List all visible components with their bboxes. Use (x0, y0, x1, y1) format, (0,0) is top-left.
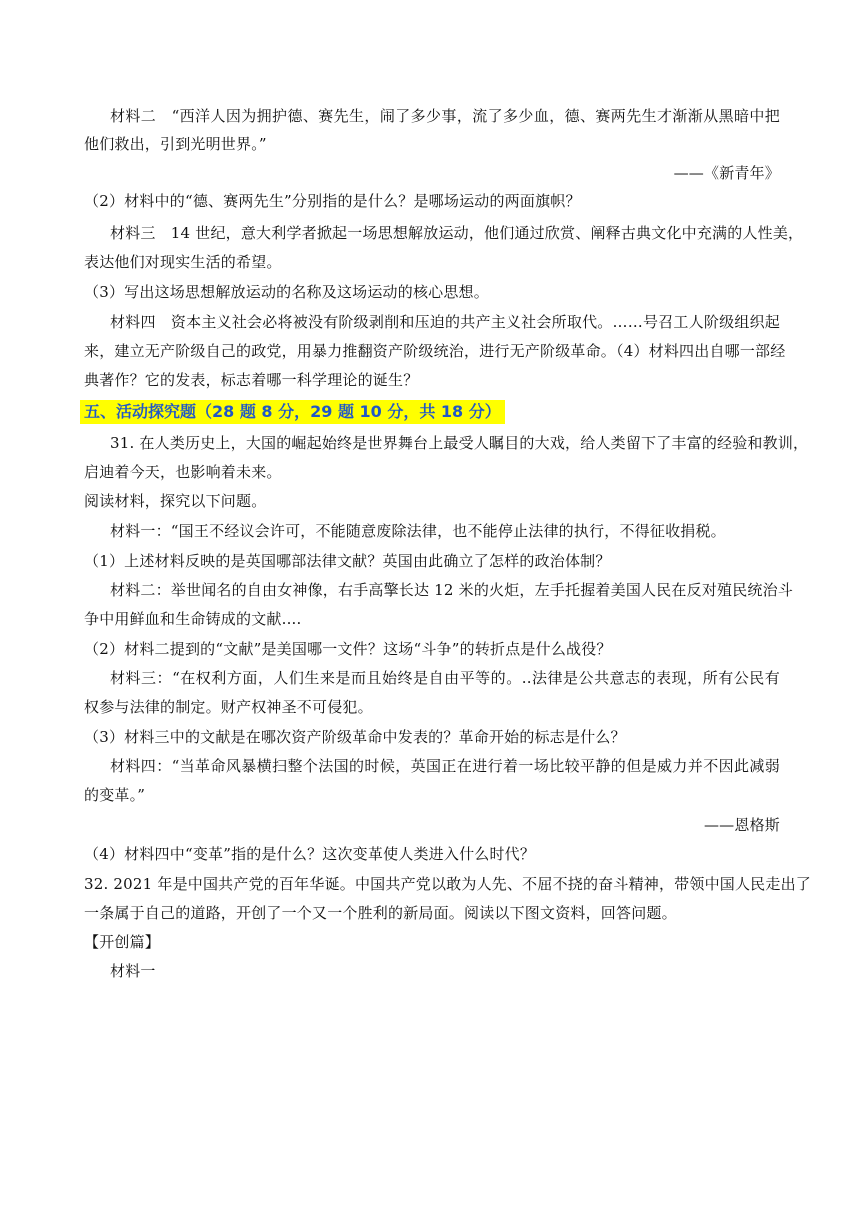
q31-instruction: 阅读材料，探究以下问题。 (84, 492, 267, 510)
q31-question-4: （4）材料四中“变革”指的是什么？这次变革使人类进入什么时代？ (84, 845, 536, 863)
material-3-line-1: 材料三 14 世纪，意大利学者掀起一场思想解放运动，他们通过欣赏、阐释古典文化中充满的人性美， (110, 224, 804, 242)
material-2-line-2: 他们救出，引到光明世界。” (84, 135, 267, 153)
material-4-line-3: 典著作？它的发表，标志着哪一科学理论的诞生？ (84, 371, 419, 389)
material-4-line-2: 来，建立无产阶级自己的政党，用暴力推翻资产阶级统治，进行无产阶级革命。（4）材料四出自哪一部经 (84, 342, 786, 360)
q32-material-1-label: 材料一 (110, 962, 156, 980)
q31-question-3: （3）材料三中的文献是在哪次资产阶级革命中发表的？革命开始的标志是什么？ (84, 728, 626, 746)
q31-material-4-source: ——恩格斯 (703, 816, 780, 834)
material-4-line-1: 材料四 资本主义社会必将被没有阶级剥削和压迫的共产主义社会所取代。……号召工人阶级组织起 (110, 313, 780, 331)
q31-intro-line-2: 启迪着今天，也影响着未来。 (84, 463, 282, 481)
q31-material-1: 材料一：“国王不经议会许可，不能随意废除法律，也不能停止法律的执行，不得征收捐税。 (110, 522, 726, 540)
material-2-source: ——《新青年》 (673, 164, 780, 182)
material-2-line-1: 材料二 “西洋人因为拥护德、赛先生，闹了多少事，流了多少血，德、赛两先生才渐渐从黑暗中把 (110, 107, 780, 125)
q31-question-1: （1）上述材料反映的是英国哪部法律文献？英国由此确立了怎样的政治体制？ (84, 552, 611, 570)
q31-material-2-line-1: 材料二：举世闻名的自由女神像，右手高擎长达 12 米的火炬，左手托握着美国人民在反对殖民统治斗 (110, 581, 794, 599)
material-3-line-2: 表达他们对现实生活的希望。 (84, 253, 282, 271)
q32-section-label: 【开创篇】 (84, 933, 161, 951)
q31-material-3-line-2: 权参与法律的制定。财产权神圣不可侵犯。 (84, 698, 373, 716)
q31-material-3-line-1: 材料三：“在权利方面，人们生来是而且始终是自由平等的。..法律是公共意志的表现，所有公民有 (110, 669, 780, 687)
question-3: （3）写出这场思想解放运动的名称及这场运动的核心思想。 (84, 283, 489, 301)
q31-material-2-line-2: 争中用鲜血和生命铸成的文献.... (84, 610, 302, 628)
q31-intro-line-1: 31. 在人类历史上，大国的崛起始终是世界舞台上最受人瞩目的大戏，给人类留下了丰富的经验和教训， (110, 434, 809, 452)
q31-material-4-line-1: 材料四：“当革命风暴横扫整个法国的时候，英国正在进行着一场比较平静的但是威力并不因此减弱 (110, 757, 780, 775)
q32-intro-line-1: 32. 2021 年是中国共产党的百年华诞。中国共产党以敢为人先、不屈不挠的奋斗精神，带领中国人民走出了 (84, 875, 811, 893)
question-2: （2）材料中的“德、赛两先生”分别指的是什么？是哪场运动的两面旗帜？ (84, 192, 581, 210)
section-5-heading: 五、活动探究题（28 题 8 分，29 题 10 分，共 18 分） (80, 400, 505, 424)
q31-question-2: （2）材料二提到的“文献”是美国哪一文件？这场“斗争”的转折点是什么战役？ (84, 640, 612, 658)
q31-material-4-line-2: 的变革。” (84, 786, 146, 804)
q32-intro-line-2: 一条属于自己的道路，开创了一个又一个胜利的新局面。阅读以下图文资料，回答问题。 (84, 904, 677, 922)
